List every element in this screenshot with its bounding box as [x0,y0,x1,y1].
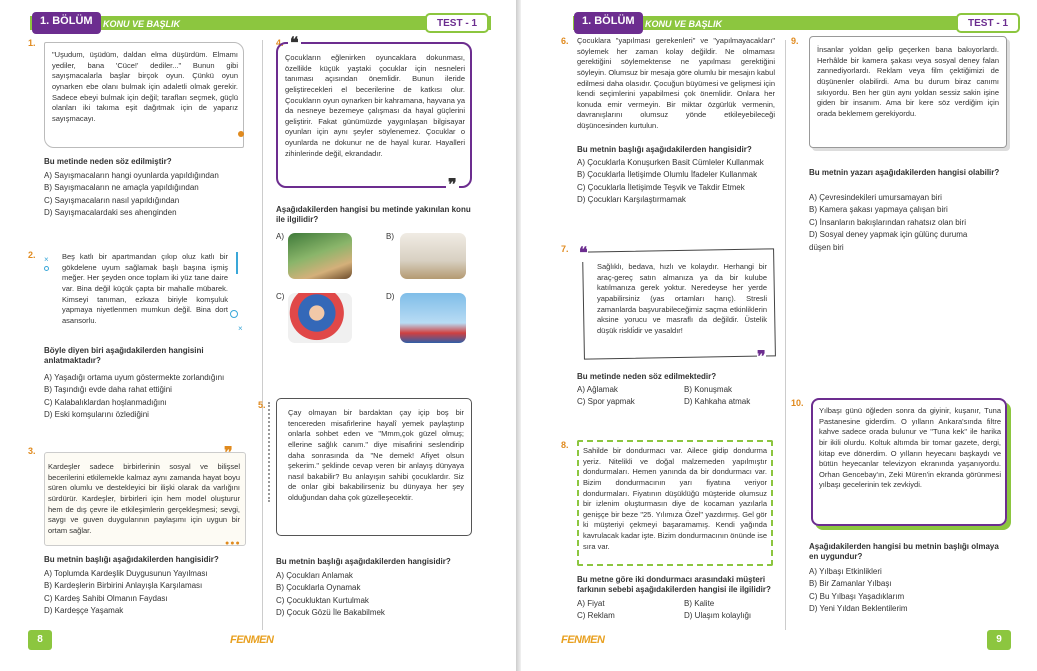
option-b[interactable]: B) Çocuklarla İletişimde Olumlu İfadeler Kullanmak [577,170,758,180]
q4-stem: Aşağıdakilerden hangisi bu metinde yakınılan konu ile ilgilidir? [276,205,471,225]
option-a[interactable]: A) Ağlamak [577,385,618,394]
question-number: 6. [561,36,569,46]
decor-cross-icon: × [238,324,243,333]
option-d[interactable]: D) Sayışmacalardaki ses ahenginden [44,208,177,218]
option-c-label[interactable]: C) [276,292,285,301]
q8-options [577,598,777,623]
option-a[interactable]: A) Çocukları Anlamak [276,571,353,580]
option-a[interactable]: A) Çocuklarla Konuşurken Basit Cümleler Kullanmak [577,158,764,167]
right-page [521,0,1037,671]
option-c[interactable]: C) Spor yapmak [577,397,635,407]
page-number: 9 [987,630,1011,650]
q1-stem: Bu metinde neden söz edilmiştir? [44,157,172,166]
option-c[interactable]: C) Kalabalıklardan hoşlanmadığını [44,397,167,407]
question-number: 1. [28,38,36,48]
chapter-badge: 1. BÖLÜM [574,12,643,34]
test-badge: TEST - 1 [956,13,1020,33]
q2-passage: Beş katlı bir apartmandan çıkıp oluz katlı bir gökdelene uyum sağlamak başlı başına işmiş meğer. Her şeyden once toplam iki yüz tane daire var. Bina değil küçük çapta bir mahalle mübarek. Kimseyi tanıman, ezkaza biriyle komşuluk yapmaya niyetlenmen mumkun değil. Bina dort asansorlu. [62,252,228,325]
open-quote-icon: ❝ [290,35,299,52]
q1-options [44,170,219,220]
option-a[interactable]: A) Fiyat [577,599,605,608]
q7-passage: Sağlıklı, bedava, hızlı ve kolaydır. Herhangi bir araç-gereç satın almanıza ya da bir kulube katılmanıza gerek yoktur. Neredeyse her yerde yapabilirsiniz (yas ortamları harıç). Stresli zamanlarda başvurabileceğimiz saçma etkinliklerin aksine yorucu ve masraflı da değildir. Üstelik düşük riskli̇dir ve yasaldır! [597,262,767,335]
q10-options [809,566,908,616]
option-b[interactable]: B) Kamera şakası yapmaya çalışan biri [809,205,948,215]
question-number: 3. [28,446,36,456]
option-d[interactable]: D) Kahkaha atmak [684,397,751,407]
option-c[interactable]: C) İnsanların bakışlarından rahatsız olan biri [809,217,966,227]
q2-options [44,372,224,422]
q5-passage: Çay olmayan bir bardaktan çay içip boş bir tencereden misafirlerine hayalî yemek paylaştırıp onlarla sohbet eden ve "Mmm,çok güzel olmuş; ellerine sağlık canım." diye misafirini seslendirip daha sonrasında da "Ne demek! Afiyet olsun şekerim." şeklinde cevap veren bir anlayış dünyaya nasıl bakabilir? Bu anlayışın sahibi çocuklardır. Siz de onlar gibi bakabilirseniz bu dünyaya her şey olduğundan daha çok güzelleşecektir. [288,408,464,503]
q4-passage: Çocukların eğlenirken oyuncaklara dokunması, özellikle küçük yaştaki çocuklar için nesneleri tanıması açısından önemlidir. Bunun ileride geliştirecekleri el becerilerine de katkısı olur. Çocukların oyun oynarken bir kahramana, hayvana ya da nesneye bezemeye çalışması da hayal güçlerini geliştirir. Fakat günümüzde yaygınlaşan bilgisayar oyunları için aynı şeyler söylenemez. Çocuklar o oyunlarda ne dokunur ne de hayal kurar. Hayalleri zihinlerinde değil, ekrandadır. [285,53,465,158]
q7-stem: Bu metinde neden söz edilmektedir? [577,372,717,381]
option-b[interactable]: B) Çocuklarla Oynamak [276,583,361,593]
option-a[interactable]: A) Yılbaşı Etkinlikleri [809,567,882,576]
question-number: 2. [28,250,36,260]
q6-stem: Bu metnin başlığı aşağıdakilerden hangisidir? [577,145,752,154]
question-number: 8. [561,440,569,450]
option-b[interactable]: B) Sayışmacaların ne amaçla yapıldığından [44,183,199,193]
option-a[interactable]: A) Toplumda Kardeşlik Duygusunun Yayılması [44,569,208,578]
option-a[interactable]: A) Sayışmacaların hangi oyunlarda yapıldığından [44,171,219,180]
quote-mark-icon: ❞ [224,445,233,462]
chapter-badge: 1. BÖLÜM [32,12,101,34]
open-quote-icon: ❝ [579,245,588,262]
option-a[interactable]: A) Çevresindekileri umursamayan biri [809,193,942,202]
option-c-photo[interactable] [288,293,352,343]
option-d[interactable]: D) Sosyal deney yapmak için gülünç duruma düşen biri [809,230,968,252]
column-divider [785,40,786,630]
brand-logo: FENMEN [230,634,274,646]
decor-circle-icon [44,266,49,271]
q10-stem: Aşağıdakilerden hangisi bu metnin başlığı olmaya en uygundur? [809,542,999,562]
option-c[interactable]: C) Bu Yılbaşı Yaşadıklarım [809,591,905,601]
option-c[interactable]: C) Sayışmacaların nasıl yapıldığından [44,195,180,205]
option-c[interactable]: C) Çocukluktan Kurtulmak [276,595,369,605]
option-a[interactable]: A) Yaşadığı ortama uyum göstermekte zorlandığını [44,373,225,382]
option-c[interactable]: C) Çocuklarla İletişimde Teşvik ve Takdir Etmek [577,182,745,192]
question-number: 7. [561,244,569,254]
page-number: 8 [28,630,52,650]
close-quote-icon: ❞ [448,177,457,194]
q9-options [809,192,1009,254]
decor-spiral [268,402,278,502]
option-a-label[interactable]: A) [276,232,284,241]
q8-passage: Sahilde bir dondurmacı var. Ailece gidip dondurma yeriz. Nitelikli ve doğal malzemeden yapılmıştır dondurmaları. Hemen yanında da bir dondurmacı var. Bizim dondurmacının yarı fiyatına veriyor dondurmaları. Fiyatının düşüklüğü müşteride olumsuz bir izlenim oluşturmasın diye de kocaman yazılarla genişçe bir beze "25. Yılımıza Özel" yazdırmış. Gel gör ki müşteriyi çekmeyi başaramamış. Kendi yağında kavrulacak kadar işte. Bizim dondurmacının önünde ise sıra var. [583,446,767,551]
q6-passage: Çocuklara "yapılması gerekenleri" ve "yapılmayacakları" söylemek her zaman kolay değildir. Ne olmaması gerektiğini söylemektense ne yapılması gerektiğini söyleyin. Olumsuz bir mesaja göre olumlu bir mesajın kabul edilmesi daha olasıdır. Çocuğun büyümesi ve gelişmesi için kendi seçimlerini yapabilmesi çok önemlidir. Onlara her konuda emir vermeyin. Bir miktar özgürlük vermenin, davranışlarını olumsuz yönde etkileyebileceği düşüncesinden kurtulun. [577,36,775,131]
section-title: KONU VE BAŞLIK [645,19,723,29]
q3-stem: Bu metnin başlığı aşağıdakilerden hangisidir? [44,555,219,564]
decor-dots: ●●● [225,540,241,547]
q8-stem: Bu metne göre iki dondurmacı arasındaki müşteri farkının sebebi aşağıdakilerden hangisi ile ilgilidir? [577,575,771,595]
option-c[interactable]: C) Reklam [577,611,615,621]
option-d[interactable]: D) Çocuk Gözü İle Bakabilmek [276,608,385,618]
q3-passage: Kardeşler sadece birbirlerinin sosyal ve bilişsel becerilerini etkilemekle kalmaz aynı zamanda hayat boyu süren olumlu ve destekleyici bir ilişki olarak da varlığını sürdürür. Kardeşler, birbirleri için hem model oluşturur hem de dış çevre ile etkileşimlerin gerçekleşmesi; sevgi, saygı ve guven duygularının paylaşımı için uygun bir ortam sağlar. [48,462,240,535]
q9-passage: İnsanlar yoldan gelip geçerken bana bakıyorlardı. Herhâlde bir kamera şakası veya sosyal deney falan zannediyorlardı. Reklam veya film çektiğimizi de düşünenler olabilirdi. Ama bu durum biraz canımı sıkıyordu. Ben her gün aynı yoldan sessiz sakin işine giden bir insanım. Ama bir kere söz verdiğim için orada beklemem gerekiyordu. [817,45,999,118]
q7-options [577,384,777,409]
option-b[interactable]: B) Konuşmak [684,385,733,394]
option-b[interactable]: B) Bir Zamanlar Yılbaşı [809,579,892,589]
column-divider [262,40,263,630]
option-b[interactable]: B) Kardeşlerin Birbirini Anlayışla Karşılaması [44,581,203,591]
q9-stem: Bu metnin yazarı aşağıdakilerden hangisi olabilir? [809,168,1000,177]
option-b[interactable]: B) Taşındığı evde daha rahat ettiğini [44,385,172,395]
decor-dot [238,131,244,137]
option-b-photo[interactable] [400,233,466,279]
brand-logo: FENMEN [561,634,605,646]
option-d[interactable]: D) Yeni Yıldan Beklentilerim [809,604,908,614]
question-number: 9. [791,36,799,46]
question-number: 5. [258,400,266,410]
decor-circle-icon [230,310,238,318]
option-b[interactable]: B) Kalite [684,599,715,608]
q1-passage: "Uşudum, üşüdüm, daldan elma düşürdüm. Elmamı yediler, bana 'Cüce!' dediler..." Bunun gibi sayışmacalarla başlar birçok oyun. Çünkü oyun oynarken ebe olanı bulmak için adaletli olmak gerekir. Sadece ebeyi bulmak için değil; tarafları seçmek, güçlü olanları iki takıma eşit dağıtmak için de yaparız sayışmacayı. [52,50,238,123]
q2-stem: Böyle diyen biri aşağıdakilerden hangisini anlatmaktadır? [44,346,204,366]
option-d-label[interactable]: D) [386,292,395,301]
section-title: KONU VE BAŞLIK [103,19,181,29]
test-badge: TEST - 1 [425,13,489,33]
option-d[interactable]: D) Kardeşçe Yaşamak [44,606,124,616]
q10-passage: Yılbaşı günü öğleden sonra da giyinir, kuşanır, Tuna Pastanesine giderdim. O yılların Ankara'sında filtre kahve sadece orada bulunur ve "Tuna kek" ile harika bir ikili olurdu. Koltuk altımda bir tomar gazete, dergi, kitap eve dönerdim. O yılların heyecanı başkaydı ve bütün heyecanlar televizyon ekranında yaşanıyordu. Orhan Gencebay'ın, Zeki Müren'in ekranda görünmesi yılbaşı gecelerinin tek zevkiydi. [819,406,1001,490]
option-d[interactable]: D) Ulaşım kolaylığı [684,611,752,621]
q5-options [276,570,385,620]
q6-options [577,157,764,207]
option-d[interactable]: D) Çocukları Karşılaştırmamak [577,195,686,205]
option-a-photo[interactable] [288,233,352,279]
question-number: 4. [276,38,284,48]
q3-options [44,568,208,618]
decor-cross-icon: × [44,255,49,264]
option-c[interactable]: C) Kardeş Sahibi Olmanın Faydası [44,593,168,603]
option-d-photo[interactable] [400,293,466,343]
q5-stem: Bu metnin başlığı aşağıdakilerden hangisidir? [276,557,451,566]
option-d[interactable]: D) Eski komşularını özlediğini [44,410,149,420]
close-quote-icon: ❞ [757,349,766,366]
left-page [0,0,516,671]
decor-bar [236,252,238,274]
question-number: 10. [791,398,804,408]
option-b-label[interactable]: B) [386,232,394,241]
